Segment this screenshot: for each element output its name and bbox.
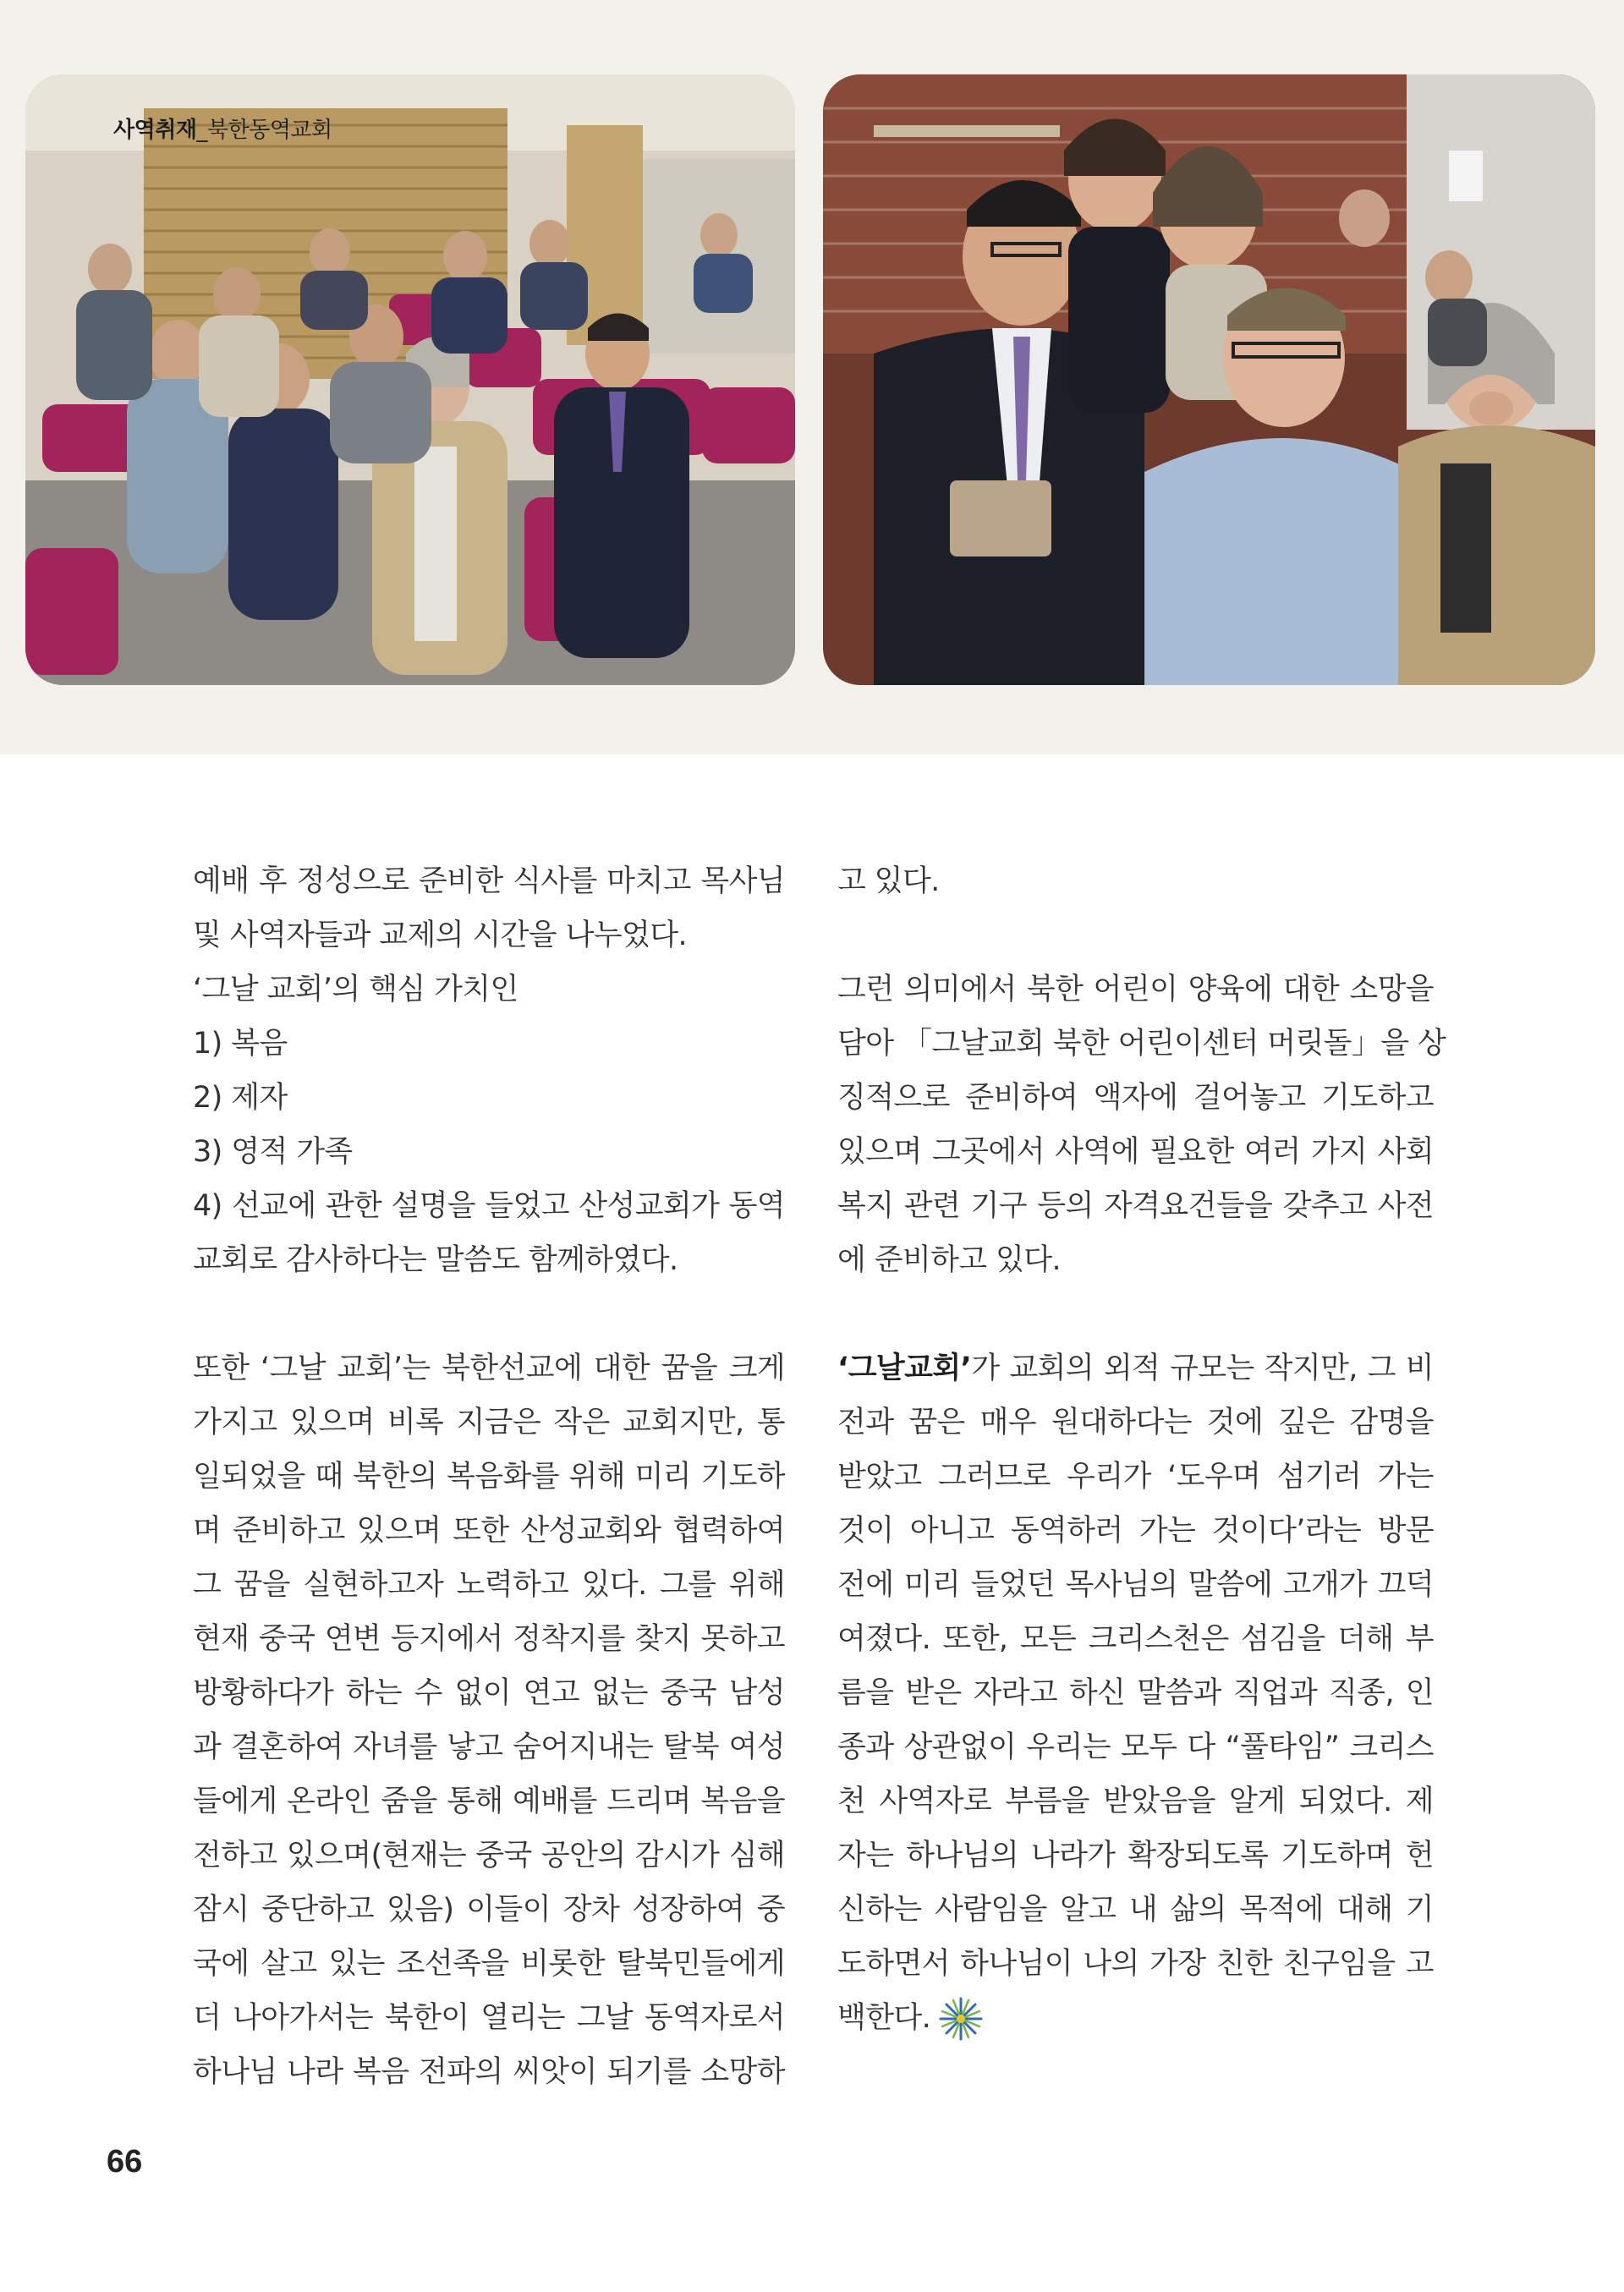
text-line: 또한 ‘그날 교회’는 북한선교에 대한 꿈을 크게 <box>193 1352 785 1385</box>
text-line: 천 사역자로 부름을 받았음을 알게 되었다. 제 <box>837 1785 1434 1818</box>
list-item: 3) 영적 가족 <box>193 1135 353 1169</box>
text-line: 여졌다. 또한, 모든 크리스천은 섬김을 더해 부 <box>837 1622 1434 1656</box>
text-line: 있으며 그곳에서 사역에 필요한 여러 가지 사회 <box>837 1135 1434 1169</box>
paragraph-gap <box>837 1287 1434 1341</box>
paragraph-reflection <box>837 1341 1434 2045</box>
paragraph-mission-dream <box>193 1341 785 2099</box>
text-line: 름을 받은 자라고 하신 말씀과 직업과 직종, 인 <box>837 1676 1434 1710</box>
text-line: 도하면서 하나님이 나의 가장 친한 친구임을 고 <box>837 1947 1434 1981</box>
text-line <box>837 1341 1434 1395</box>
text-line: 그 꿈을 실현하고자 노력하고 있다. 그를 위해 <box>193 1568 785 1602</box>
text-line: 고 있다. <box>837 864 940 898</box>
paragraph-gap <box>193 1287 785 1341</box>
text-line: 담아 「그날교회 북한 어린이센터 머릿돌」을 상 <box>837 1027 1446 1061</box>
list-item: 1) 복음 <box>193 1027 288 1061</box>
text-line: 받았고 그러므로 우리가 ‘도우며 섬기러 가는 <box>837 1460 1434 1494</box>
paragraph-gap <box>837 908 1434 962</box>
text-line: ‘그날 교회’의 핵심 가치인 <box>193 973 518 1006</box>
text-line: 며 준비하고 있으며 또한 산성교회와 협력하여 <box>193 1514 785 1548</box>
text-line: 것이 아니고 동역하러 가는 것이다’라는 방문 <box>837 1514 1434 1548</box>
text-line: 하나님 나라 복음 전파의 씨앗이 되기를 소망하 <box>193 2055 785 2089</box>
church-congregation-photo <box>25 74 795 685</box>
text-line: 과 결혼하여 자녀를 낳고 숨어지내는 탈북 여성 <box>193 1730 785 1764</box>
fellowship-meal-photo <box>823 74 1595 685</box>
section-label-bold: 사역취재 <box>113 118 197 143</box>
text-line: 교회로 감사하다는 말씀도 함께하였다. <box>193 1243 678 1277</box>
text-line: 전과 꿈은 매우 원대하다는 것에 깊은 감명을 <box>837 1406 1434 1439</box>
text-line: 신하는 사람임을 알고 내 삶의 목적에 대해 기 <box>837 1893 1434 1927</box>
text-run: 가 교회의 외적 규모는 작지만, 그 비 <box>971 1352 1434 1385</box>
list-item: 4) 선교에 관한 설명을 들었고 산성교회가 동역 <box>193 1189 785 1223</box>
text-line: 방황하다가 하는 수 없이 연고 없는 중국 남성 <box>193 1676 785 1710</box>
right-column <box>837 854 1446 2045</box>
paragraph-continuation <box>837 854 1434 908</box>
text-line: 현재 중국 연변 등지에서 정착지를 찾지 못하고 <box>193 1622 785 1656</box>
paragraph-meal-fellowship <box>193 854 785 1287</box>
paragraph-children-center <box>837 962 1446 1287</box>
text-line: 및 사역자들과 교제의 시간을 나누었다. <box>193 918 687 952</box>
text-line: 일되었을 때 북한의 복음화를 위해 미리 기도하 <box>193 1460 785 1494</box>
page-number: 66 <box>107 2144 143 2180</box>
text-line: 잠시 중단하고 있음) 이들이 장차 성장하여 중 <box>193 1893 785 1927</box>
text-line: 그런 의미에서 북한 어린이 양육에 대한 소망을 <box>837 973 1434 1006</box>
text-run: 백한다. <box>837 2001 931 2035</box>
text-line: 국에 살고 있는 조선족을 비롯한 탈북민들에게 <box>193 1947 785 1981</box>
text-line: 종과 상관없이 우리는 모두 다 “풀타임” 크리스 <box>837 1730 1434 1764</box>
text-line: 예배 후 정성으로 준비한 식사를 마치고 목사님 <box>193 864 785 898</box>
text-line <box>837 1991 1434 2045</box>
text-line: 전하고 있으며(현재는 중국 공안의 감시가 심해 <box>193 1839 785 1873</box>
text-line: 들에게 온라인 줌을 통해 예배를 드리며 복음을 <box>193 1785 785 1818</box>
section-label <box>113 112 332 144</box>
church-name-bold: ‘그날교회’ <box>837 1352 972 1385</box>
text-line: 전에 미리 들었던 목사님의 말씀에 고개가 끄덕 <box>837 1568 1434 1602</box>
text-line: 더 나아가서는 북한이 열리는 그날 동역자로서 <box>193 2001 785 2035</box>
text-line: 복지 관련 기구 등의 자격요건들을 갖추고 사전 <box>837 1189 1434 1223</box>
text-line: 가지고 있으며 비록 지금은 작은 교회지만, 통 <box>193 1406 785 1439</box>
section-label-rest: _북한동역교회 <box>196 118 332 143</box>
left-column <box>193 854 785 2099</box>
text-line: 에 준비하고 있다. <box>837 1243 1062 1277</box>
flower-ornament-icon <box>935 1995 986 2043</box>
list-item: 2) 제자 <box>193 1081 288 1115</box>
text-line: 자는 하나님의 나라가 확장되도록 기도하며 헌 <box>837 1839 1434 1873</box>
text-line: 징적으로 준비하여 액자에 걸어놓고 기도하고 <box>837 1081 1434 1115</box>
